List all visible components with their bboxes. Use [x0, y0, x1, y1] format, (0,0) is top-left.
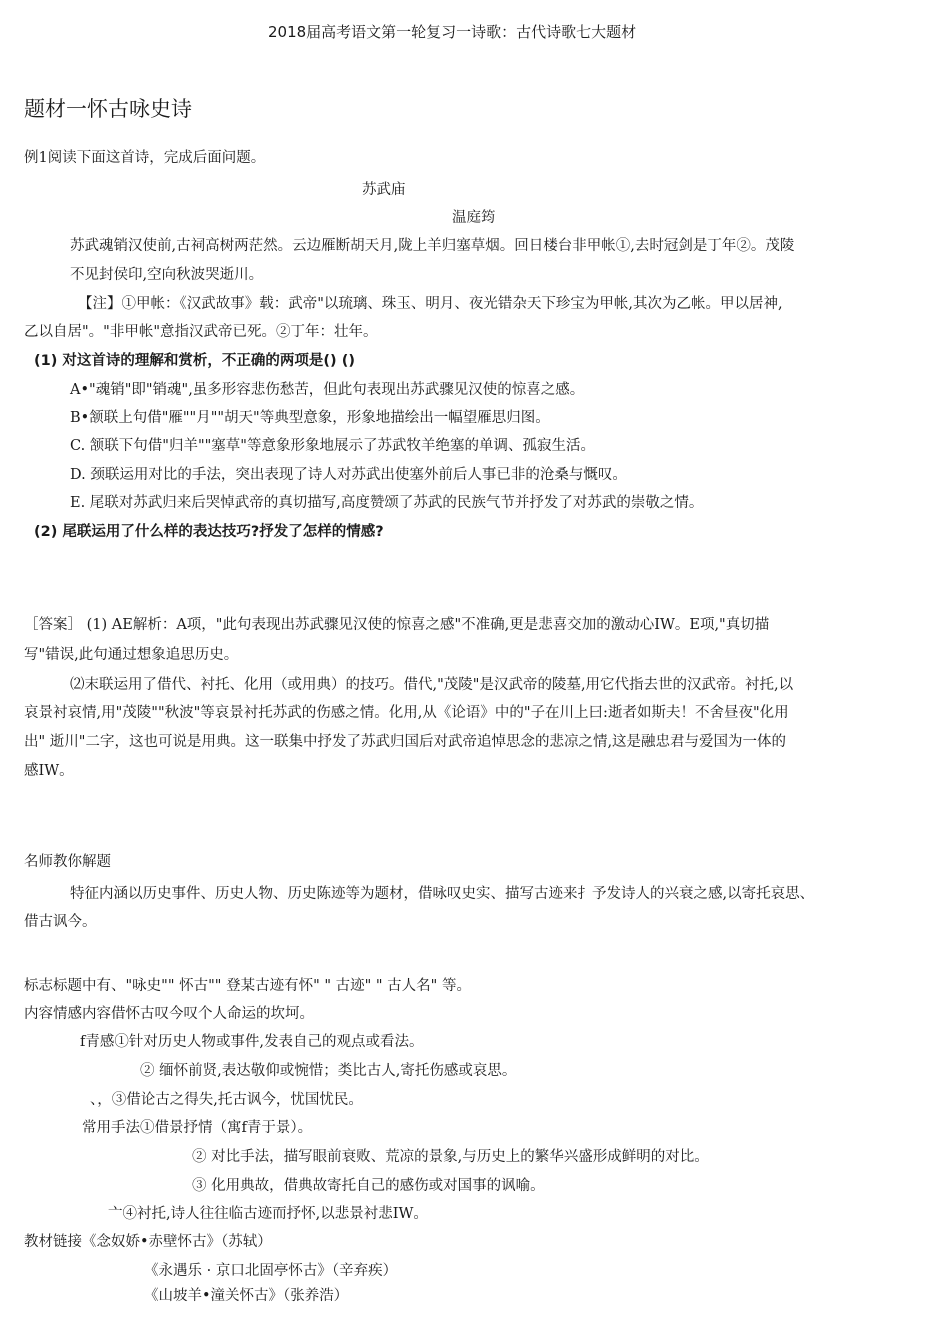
- poem-line: 不见封侯印,空向秋波哭逝川。: [70, 267, 264, 283]
- option-e: E. 尾联对苏武归来后哭悼武帝的真切描写,高度赞颂了苏武的民族气节并抒发了对苏武的崇敬之情。: [70, 495, 704, 511]
- feature-emotion-2: ② 缅怀前贤,表达敬仰或惋惜；类比古人,寄托伤感或哀思。: [140, 1063, 517, 1079]
- option-b: B•颔联上句借"雁""月""胡天"等典型意象，形象地描绘出一幅望雁思归图。: [70, 410, 550, 426]
- question-1-stem: (1) 对这首诗的理解和赏析，不正确的两项是() (): [34, 353, 355, 369]
- answer-line: 哀景衬哀情,用"茂陵""秋波"等哀景衬托苏武的伤感之情。化用,从《论语》中的"子在川上曰:逝者如斯夫！不舍昼夜"化用: [24, 705, 789, 721]
- feature-method-4: 亠④衬托,诗人往往临古迹而抒怀,以悲景衬悲IW。: [108, 1206, 428, 1222]
- textbook-link: 教材链接《念奴娇•赤壁怀古》（苏轼）: [24, 1234, 272, 1250]
- section-title: 题材一怀古咏史诗: [24, 97, 192, 121]
- poem-line: 苏武魂销汉使前,古祠高树两茫然。云边雁断胡天月,陇上羊归塞草烟。回日楼台非甲帐①,去时冠剑是丁年②。茂陵: [70, 238, 795, 254]
- option-d: D. 颈联运用对比的手法，突出表现了诗人对苏武出使塞外前后人事已非的沧桑与慨叹。: [70, 467, 627, 483]
- feature-method-3: ③ 化用典故，借典故寄托自己的感伤或对国事的讽喻。: [192, 1178, 545, 1194]
- feature-marks: 标志标题中有、"咏史"" 怀古"" 登某古迹有怀" " 古迹" " 古人名" 等。: [24, 978, 471, 994]
- feature-emotion-3: 、，③借论古之得失,托古讽今，忧国忧民。: [90, 1092, 363, 1108]
- poem-title: 苏武庙: [362, 182, 406, 198]
- note-line: 乙以自居"。"非甲帐"意指汉武帝已死。②丁年：壮年。: [24, 324, 378, 340]
- teacher-line: 特征内涵以历史事件、历史人物、历史陈迹等为题材，借咏叹史实、描写古迹来扌予发诗人的兴衰之感,以寄托哀思、: [70, 886, 815, 902]
- feature-method-2: ② 对比手法，描写眼前衰败、荒凉的景象,与历史上的繁华兴盛形成鲜明的对比。: [192, 1149, 709, 1165]
- answer-line: ⑵末联运用了借代、衬托、化用（或用典）的技巧。借代,"茂陵"是汉武帝的陵墓,用它代指去世的汉武帝。衬托,以: [70, 677, 794, 693]
- note-line: 【注】①甲帐：《汉武故事》载：武帝"以琉璃、珠玉、明月、夜光错杂天下珍宝为甲帐,其次为乙帐。甲以居神,: [78, 296, 783, 312]
- answer-line: 写"错误,此句通过想象追思历史。: [24, 647, 239, 663]
- option-c: C. 颔联下句借"归羊""塞草"等意象形象地展示了苏武牧羊绝塞的单调、孤寂生活。: [70, 438, 595, 454]
- feature-methods: 常用手法①借景抒情（寓f青于景）。: [82, 1120, 313, 1136]
- answer-line: 感IW。: [24, 763, 74, 779]
- feature-emotion: 内容情感内容借怀古叹今叹个人命运的坎坷。: [24, 1006, 314, 1022]
- example-intro: 例1阅读下面这首诗，完成后面问题。: [24, 150, 266, 166]
- answer-line: 出" 逝川"二字，这也可说是用典。这一联集中抒发了苏武归国后对武帝追悼思念的悲凉之情,这是融忠君与爱国为一体的: [24, 734, 787, 750]
- feature-emotion-1: f青感①针对历史人物或事件,发表自己的观点或看法。: [80, 1034, 424, 1050]
- teacher-line: 借古讽今。: [24, 914, 97, 930]
- answer-line: ［答案］ (1) AE解析：A项，"此句表现出苏武骤见汉使的惊喜之感"不准确,更是悲喜交加的激动心IW。E项,"真切描: [24, 617, 770, 633]
- question-2-stem: (2) 尾联运用了什么样的表达技巧?抒发了怎样的情感?: [34, 524, 384, 540]
- textbook-link: 《山坡羊•潼关怀古》（张养浩）: [144, 1288, 349, 1304]
- poem-author: 温庭筠: [452, 210, 496, 226]
- teacher-title: 名师教你解题: [24, 854, 111, 870]
- textbook-link: 《永遇乐 · 京口北固亭怀古》（辛弃疾）: [144, 1263, 398, 1279]
- option-a: A•"魂销"即"销魂",虽多形容悲伤愁苦，但此句表现出苏武骤见汉使的惊喜之感。: [70, 382, 585, 398]
- document-header: 2018届高考语文第一轮复习一诗歌：古代诗歌七大题材: [268, 23, 637, 41]
